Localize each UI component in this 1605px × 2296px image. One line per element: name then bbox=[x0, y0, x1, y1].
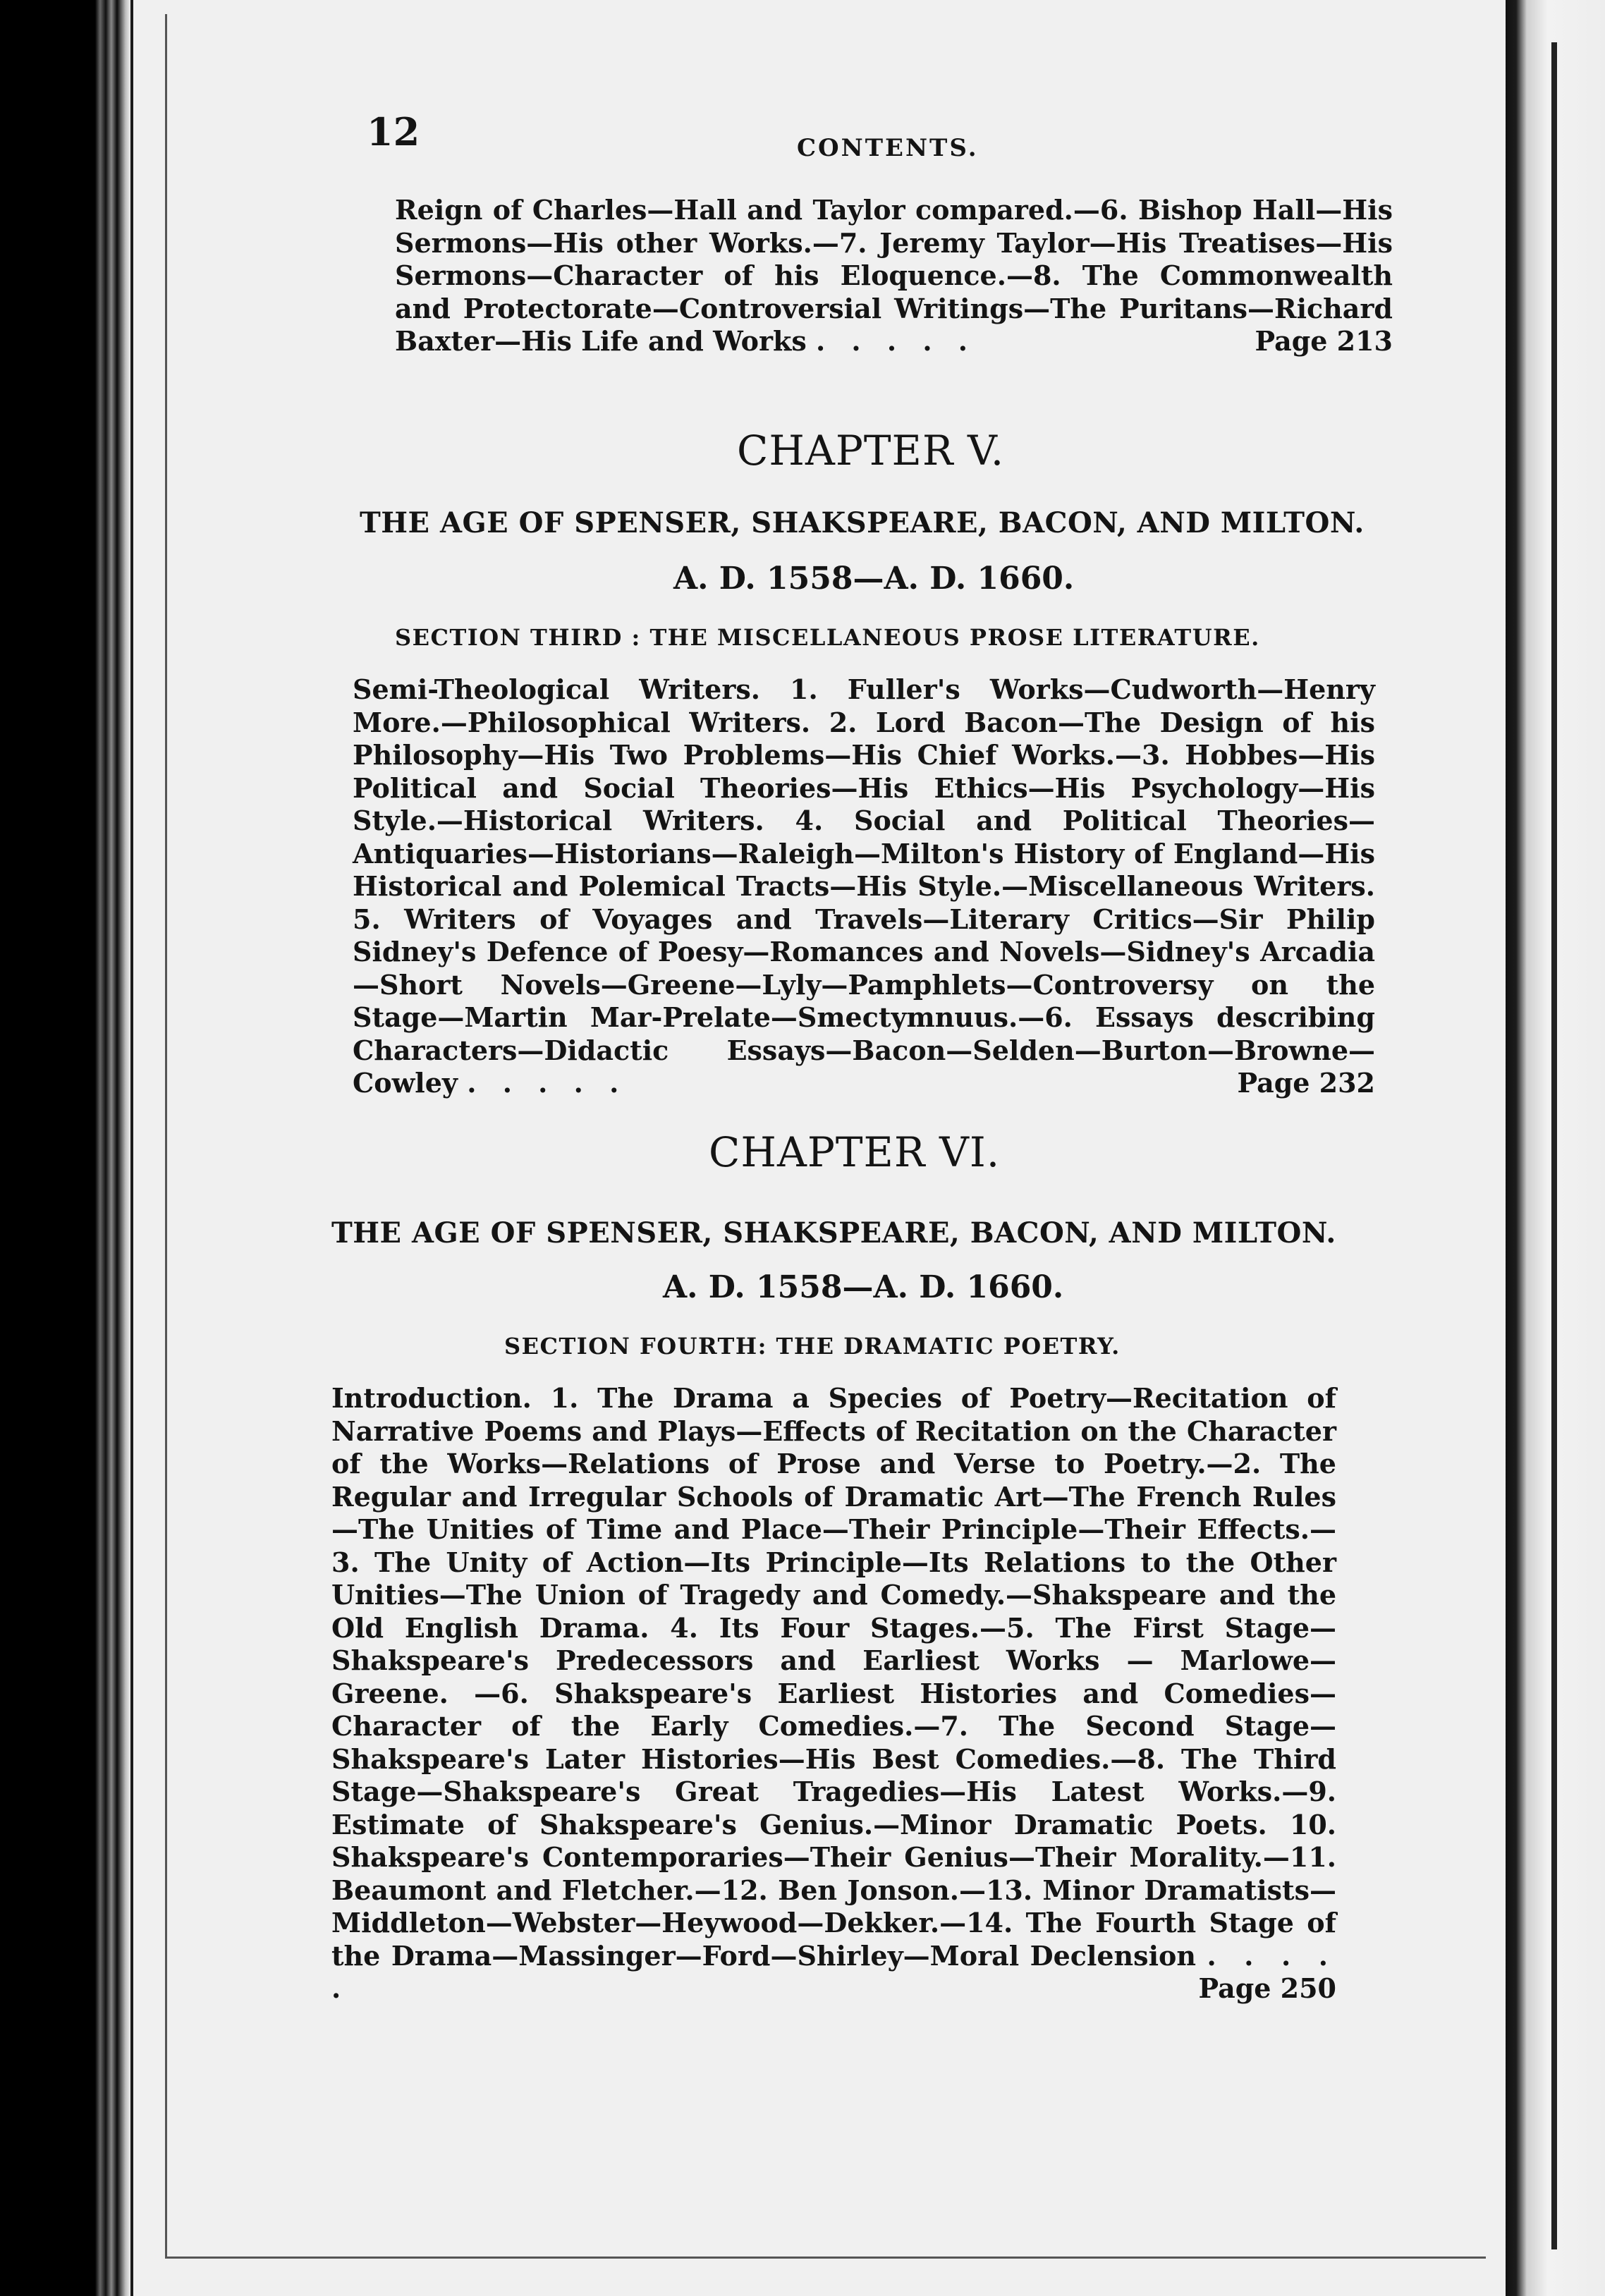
chapter-heading: CHAPTER V. bbox=[737, 427, 1005, 475]
chapter-title: THE AGE OF SPENSER, SHAKSPEARE, BACON, AND MILTON. bbox=[331, 1216, 1336, 1250]
summary-text: Introduction. 1. The Drama a Species of Poetry—Recitation of Narrative Poems and Plays—Effects of Recitation on the Character of the Works—Relations of Prose and Verse to Poetry.—2. The Regular and Irregular Schools of Dramatic Art—The French Rules—The Unities of Time and Place—Their Principle—Their Effects.—3. The Unity of Action—Its Principle—Its Relations to the Other Unities—The Union of Tragedy and Comedy.—Shakspeare and the Old English Drama. 4. Its Four Stages.—5. The First Stage—Shakspeare's Predecessors and Earliest Works — Marlowe—Greene. —6. Shakspeare's Earliest Histories and Comedies—Character of the Early Comedies.—7. The Second Stage—Shakspeare's Later Histories—His Best Comedies.—8. The Third Stage—Shakspeare's Great Tragedies—His Latest Works.—9. Estimate of Shakspeare's Genius.—Minor Dramatic Poets. 10. Shakspeare's Contemporaries—Their Genius—Their Morality.—11. Beaumont and Fletcher.—12. Ben Jonson.—13. Minor Dramatists—Middleton—Webster—Heywood—Dekker.—14. The Fourth Stage of the Drama—Massinger—Ford—Shirley—Moral Declension bbox=[331, 1382, 1336, 1972]
section-title: SECTION FOURTH: THE DRAMATIC POETRY. bbox=[504, 1333, 1121, 1360]
running-head: CONTENTS. bbox=[797, 134, 979, 162]
page-number: 12 bbox=[367, 109, 420, 154]
page-edge-rule bbox=[1551, 42, 1557, 2249]
leader-dots: . . . . . bbox=[467, 1067, 628, 1099]
leader-dots: . . . . . bbox=[815, 325, 977, 357]
page-reference: Page 232 bbox=[1237, 1067, 1375, 1099]
continuation-text: Reign of Charles—Hall and Taylor compared.—6. Bishop Hall—His Sermons—His other Works.—7. Jeremy Taylor—His Treatises—His Sermons—Character of his Eloquence.—8. The Commonwealth and Protectorate—Controversial Writings—The Puritans—Richard Baxter—His Life and Works bbox=[395, 194, 1393, 357]
page-reference: Page 213 bbox=[1255, 325, 1393, 357]
chapter-summary bbox=[331, 1382, 1336, 2005]
book-binding bbox=[0, 0, 130, 2296]
continuation-paragraph bbox=[395, 194, 1393, 358]
chapter-dates: A. D. 1558—A. D. 1660. bbox=[663, 1269, 1064, 1305]
summary-text: Semi-Theological Writers. 1. Fuller's Works—Cudworth—Henry More.—Philosophical Writers. 2. Lord Bacon—The Design of his Philosophy—His Two Problems—His Chief Works.—3. Hobbes—His Political and Social Theories—His Ethics—His Psychology—His Style.—Historical Writers. 4. Social and Political Theories—Antiquaries—Historians—Raleigh—Milton's History of England—His Historical and Polemical Tracts—His Style.—Miscellaneous Writers. 5. Writers of Voyages and Travels—Literary Critics—Sir Philip Sidney's Defence of Poesy—Romances and Novels—Sidney's Arcadia—Short Novels—Greene—Lyly—Pamphlets—Controversy on the Stage—Martin Mar-Prelate—Smectymnuus.—6. Essays describing Characters—Didactic Essays—Bacon—Selden—Burton—Browne—Cowley bbox=[353, 673, 1375, 1099]
section-title: SECTION THIRD : THE MISCELLANEOUS PROSE LITERATURE. bbox=[395, 624, 1260, 651]
chapter-summary bbox=[353, 673, 1375, 1100]
page-reference: Page 250 bbox=[1198, 1972, 1336, 2004]
chapter-title: THE AGE OF SPENSER, SHAKSPEARE, BACON, AND MILTON. bbox=[360, 506, 1365, 539]
chapter-heading: CHAPTER VI. bbox=[709, 1128, 1001, 1176]
leader-dots: . . . . . bbox=[331, 1939, 1336, 2004]
chapter-dates: A. D. 1558—A. D. 1660. bbox=[673, 561, 1075, 597]
